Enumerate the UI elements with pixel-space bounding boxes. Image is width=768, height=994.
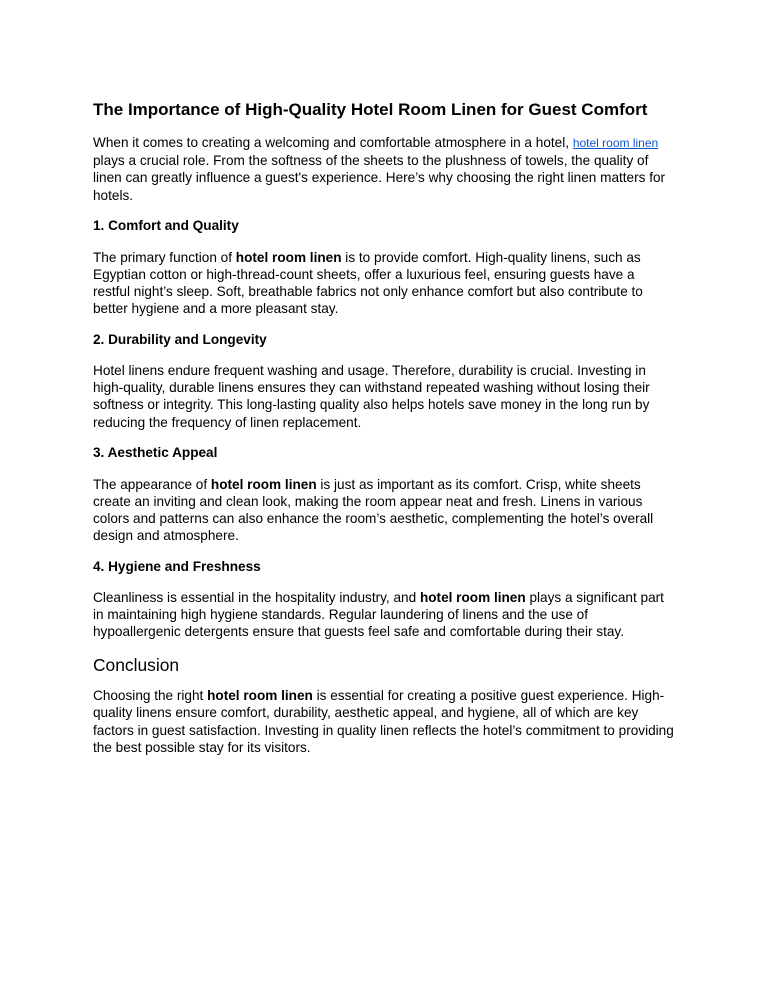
section-heading-hygiene: 4. Hygiene and Freshness	[93, 558, 261, 574]
intro-paragraph	[93, 134, 675, 204]
section-heading-durability: 2. Durability and Longevity	[93, 331, 267, 347]
section-heading-aesthetic: 3. Aesthetic Appeal	[93, 445, 218, 461]
section-paragraph-aesthetic	[93, 476, 675, 545]
document-title: The Importance of High-Quality Hotel Room Linen for Guest Comfort	[93, 100, 648, 119]
bold-keyword: hotel room linen	[235, 249, 342, 265]
section-paragraph-durability: Hotel linens endure frequent washing and usage. Therefore, durability is crucial. Investing in high-quality, durable linens ensures they can withstand repeated washing without losing their softness or integrity. This long-lasting quality also helps hotels save money in the long run by reducing the frequency of linen replacement.	[93, 363, 650, 430]
conclusion-heading: Conclusion	[93, 655, 180, 676]
paragraph-text: Cleanliness is essential in the hospitality industry, and	[93, 590, 420, 606]
paragraph-text: The appearance of	[93, 476, 211, 492]
paragraph-text: Choosing the right	[93, 688, 208, 704]
bold-keyword: hotel room linen	[210, 476, 317, 492]
intro-text-end: plays a crucial role. From the softness of the sheets to the plushness of towels, the quality of linen can greatly influence a guest's experience. Here’s why choosing the right linen matters for hotels.	[93, 153, 666, 203]
paragraph-text: The primary function of	[93, 249, 236, 265]
hotel-room-linen-link[interactable]: hotel room linen	[572, 136, 659, 150]
paragraph-text: plays a significant part in maintaining high hygiene standards. Regular laundering of linens and the use of hypoallergenic detergents ensure that guests feel safe and comfortable during their stay.	[93, 590, 664, 640]
bold-keyword: hotel room linen	[419, 590, 526, 606]
paragraph-text: is just as important as its comfort. Crisp, white sheets create an inviting and clean look, making the room appear neat and fresh. Linens in various colors and patterns can also enhance the room’s aesthetic, complementing the hotel’s overall design and atmosphere.	[93, 476, 654, 544]
section-heading-comfort: 1. Comfort and Quality	[93, 218, 239, 234]
bold-keyword: hotel room linen	[207, 688, 313, 704]
intro-text-start: When it comes to creating a welcoming and comfortable atmosphere in a hotel,	[93, 135, 573, 150]
paragraph-text: is essential for creating a positive guest experience. High-quality linens ensure comfort, durability, aesthetic appeal, and hygiene, all of which are key factors in guest satisfaction. Investing in quality linen reflects the hotel’s commitment to providing the best possible stay for its visitors.	[93, 688, 674, 755]
section-paragraph-hygiene	[93, 589, 675, 641]
section-paragraph-comfort	[93, 249, 675, 318]
conclusion-paragraph	[93, 687, 675, 756]
paragraph-text: is to provide comfort. High-quality linens, such as Egyptian cotton or high-thread-count sheets, offer a luxurious feel, ensuring guests have a restful night’s sleep. Soft, breathable fabrics not only enhance comfort but also contribute to better hygiene and a more pleasant stay.	[93, 249, 643, 317]
